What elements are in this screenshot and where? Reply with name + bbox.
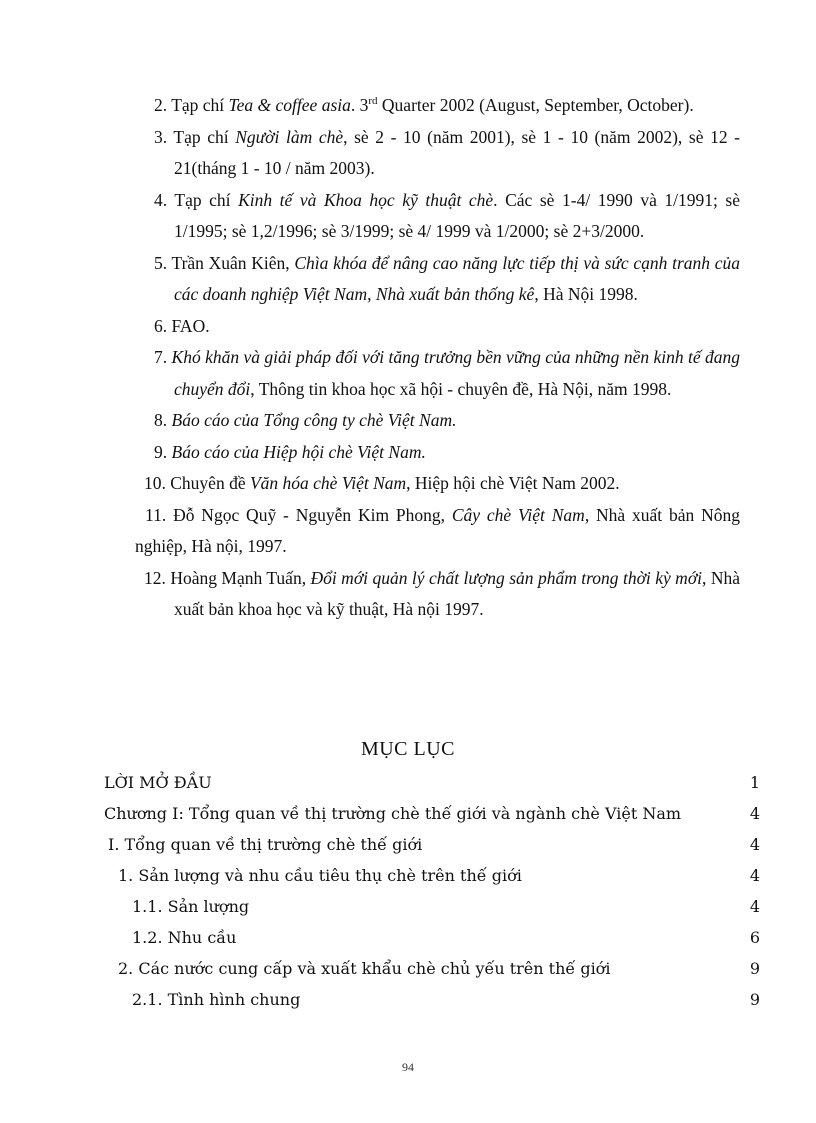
reference-number: 3. bbox=[154, 126, 168, 147]
reference-number: 2. bbox=[154, 95, 168, 115]
reference-item bbox=[100, 563, 740, 626]
reference-title-text: Chìa khóa để nâng cao năng lực tiếp thị và sức cạnh tranh của các doanh nghiệp Việt Nam, Nhà xuất bản thống kê bbox=[174, 252, 741, 304]
reference-title-text: Tea & coffee asia bbox=[228, 95, 351, 115]
toc-title: MỤC LỤC bbox=[360, 738, 456, 760]
reference-number: 4. bbox=[154, 189, 168, 210]
toc-entry-text: LỜI MỞ ĐẦU bbox=[104, 773, 212, 792]
toc-entry-page: 4 bbox=[749, 897, 760, 916]
reference-title-text: Đổi mới quản lý chất lượng sản phẩm trong thời kỳ mới bbox=[310, 567, 703, 588]
reference-text: . Các sè 1-4/ 1990 và 1/1991; sè 1/1995; sè 1,2/1996; sè 3/1999; sè 4/ 1999 và 1/2000; sè 2+3/2000. bbox=[174, 189, 741, 241]
toc-entry-page: 4 bbox=[749, 835, 760, 854]
reference-text: FAO. bbox=[171, 315, 210, 336]
reference-title-text: Cây chè Việt Nam bbox=[451, 504, 585, 525]
reference-text: , sè 2 - 10 (năm 2001), sè 1 - 10 (năm 2002), sè 12 - 21(tháng 1 - 10 / năm 2003). bbox=[174, 126, 740, 178]
toc-entry-page: 1 bbox=[749, 773, 760, 792]
reference-item bbox=[100, 342, 740, 405]
toc-entry-page: 9 bbox=[749, 990, 760, 1009]
toc-entry-page: 4 bbox=[749, 866, 760, 885]
reference-text: . 3 bbox=[350, 95, 369, 115]
reference-number: 6. bbox=[154, 315, 168, 336]
reference-item bbox=[100, 500, 740, 563]
toc-entry[interactable] bbox=[104, 928, 760, 959]
reference-text: rd bbox=[368, 95, 378, 108]
toc-entry[interactable] bbox=[104, 835, 760, 866]
reference-item bbox=[100, 468, 740, 500]
reference-item bbox=[100, 185, 740, 248]
reference-title-text: Kinh tế và Khoa học kỹ thuật chè bbox=[238, 189, 494, 210]
toc-entry-text: 1.2. Nhu cầu bbox=[132, 928, 237, 947]
toc-entry-text: 1. Sản lượng và nhu cầu tiêu thụ chè trên thế giới bbox=[118, 866, 522, 885]
reference-number: 12. bbox=[144, 567, 166, 588]
toc-entry[interactable] bbox=[104, 990, 760, 1021]
reference-title-text: Văn hóa chè Việt Nam bbox=[249, 473, 407, 493]
reference-item bbox=[100, 122, 740, 185]
reference-text: Trần Xuân Kiên, bbox=[171, 252, 295, 273]
toc-entry-page: 6 bbox=[749, 928, 760, 947]
toc-entry[interactable] bbox=[104, 959, 760, 990]
reference-title-text: Người làm chè bbox=[235, 126, 344, 147]
reference-text: , Nhà xuất bản khoa học và kỹ thuật, Hà nội 1997. bbox=[174, 567, 740, 619]
toc-entry-page: 4 bbox=[749, 804, 760, 823]
toc-entry-text: 1.1. Sản lượng bbox=[132, 897, 250, 916]
reference-text: Hoàng Mạnh Tuấn, bbox=[170, 567, 311, 588]
reference-number: 8. bbox=[154, 410, 168, 430]
toc-entry-text: I. Tổng quan về thị trường chè thế giới bbox=[108, 835, 423, 854]
toc-entry[interactable] bbox=[104, 804, 760, 835]
reference-text: Tạp chí bbox=[174, 189, 239, 210]
reference-number: 5. bbox=[154, 252, 168, 273]
reference-item bbox=[100, 248, 740, 311]
reference-item bbox=[100, 405, 740, 437]
reference-text: Tạp chí bbox=[173, 126, 236, 147]
reference-text: Quarter 2002 (August, September, October). bbox=[377, 95, 694, 115]
reference-text: , Hiệp hội chè Việt Nam 2002. bbox=[406, 473, 620, 493]
reference-number: 11. bbox=[145, 504, 167, 525]
reference-item bbox=[100, 90, 740, 122]
reference-text: Đỗ Ngọc Quỹ - Nguyễn Kim Phong, bbox=[173, 504, 452, 525]
toc-entry[interactable] bbox=[104, 773, 760, 804]
toc-entry[interactable] bbox=[104, 897, 760, 928]
reference-title-text: Báo cáo của Hiệp hội chè Việt Nam. bbox=[171, 441, 426, 462]
toc-entry-text: 2.1. Tình hình chung bbox=[132, 990, 301, 1009]
reference-number: 9. bbox=[154, 441, 168, 462]
page-number: 94 bbox=[402, 1060, 414, 1074]
table-of-contents bbox=[104, 773, 760, 1021]
reference-text: , Hà Nội 1998. bbox=[534, 284, 638, 304]
reference-list bbox=[100, 90, 740, 626]
reference-item bbox=[100, 437, 740, 469]
reference-title-text: Báo cáo của Tổng công ty chè Việt Nam. bbox=[171, 410, 457, 430]
reference-number: 10. bbox=[144, 473, 166, 493]
reference-number: 7. bbox=[154, 347, 168, 367]
reference-title-text: Khó khăn và giải pháp đối với tăng trưởng bền vững của những nền kinh tế đang chuyển đổi bbox=[171, 347, 740, 399]
reference-text: Chuyên đề bbox=[170, 473, 250, 493]
reference-text: , Thông tin khoa học xã hội - chuyên đề, Hà Nội, năm 1998. bbox=[250, 378, 672, 399]
reference-item bbox=[100, 311, 740, 343]
reference-text: Tạp chí bbox=[171, 95, 229, 115]
reference-text: , Nhà xuất bản Nông nghiệp, Hà nội, 1997. bbox=[135, 504, 740, 556]
toc-entry-text: 2. Các nước cung cấp và xuất khẩu chè chủ yếu trên thế giới bbox=[118, 959, 611, 978]
toc-entry-text: Chương I: Tổng quan về thị trường chè thế giới và ngành chè Việt Nam bbox=[104, 804, 682, 823]
toc-entry-page: 9 bbox=[749, 959, 760, 978]
toc-entry[interactable] bbox=[104, 866, 760, 897]
